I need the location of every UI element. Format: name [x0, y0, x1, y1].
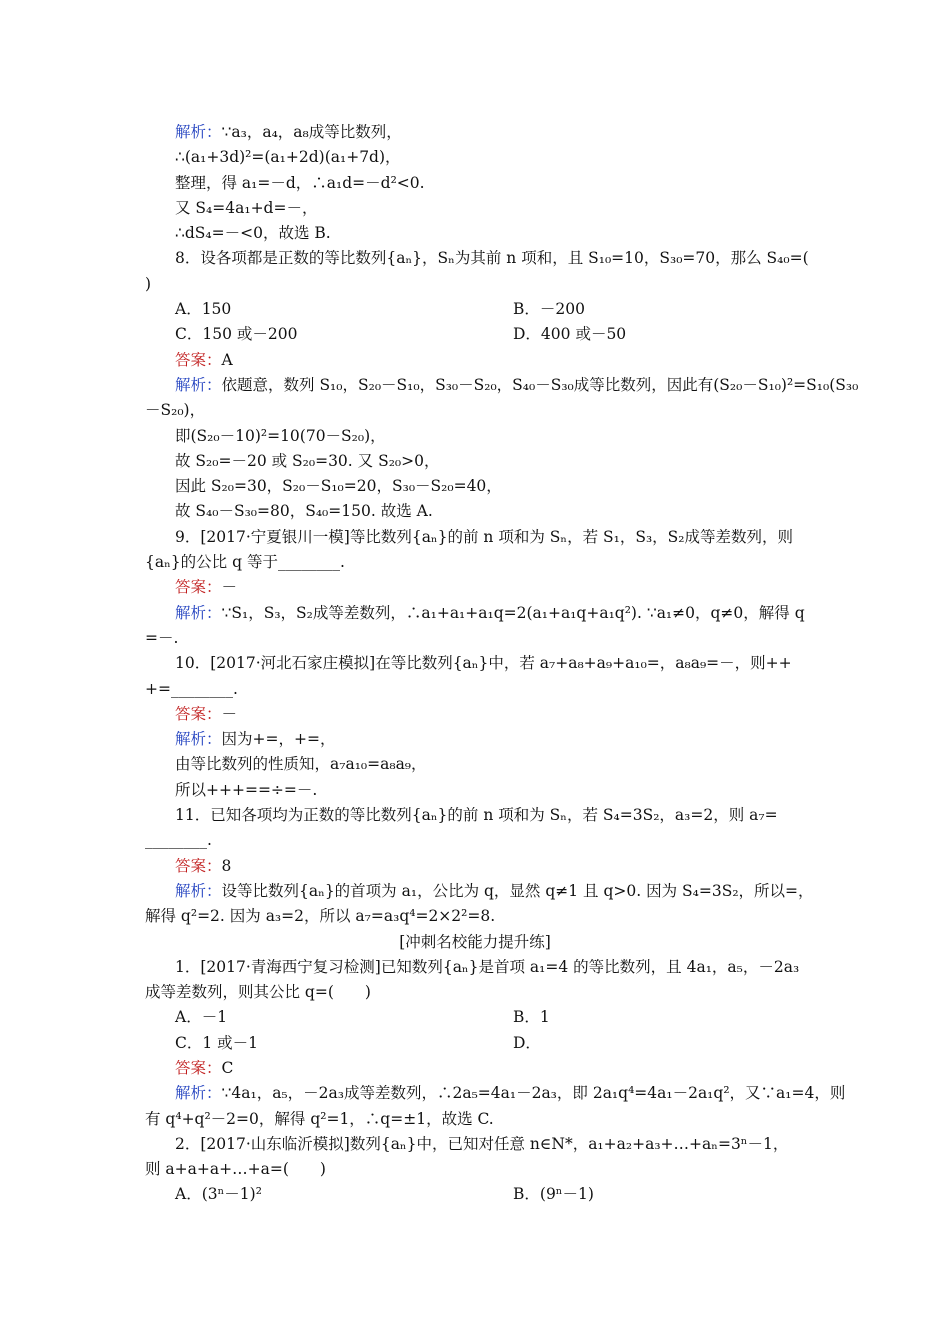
solution-label: 解析： [175, 1084, 222, 1103]
solution-line: －S₂₀)， [145, 401, 206, 420]
answer-label: 答案： [175, 350, 222, 369]
question-11-stem-cont: ________. [145, 831, 212, 850]
solution-line: 又 S₄=4a₁+d=－， [175, 198, 318, 217]
options-row [145, 1182, 805, 1207]
solution-line [145, 373, 859, 398]
option-d: D． [513, 1033, 541, 1052]
question-8-stem: 8．设各项都是正数的等比数列{aₙ}，Sₙ为其前 n 项和，且 S₁₀=10，S₃₀=70，那么 S₄₀=( [175, 249, 809, 268]
solution-label: 解析： [175, 375, 222, 394]
answer-value: － [221, 578, 238, 597]
solution-text: 依题意，数列 S₁₀，S₂₀－S₁₀，S₃₀－S₂₀，S₄₀－S₃₀成等比数列，因此有(S₂₀－S₁₀)²=S₁₀(S₃₀ [221, 375, 859, 394]
solution-line: ∴(a₁+3d)²=(a₁+2d)(a₁+7d)， [175, 148, 401, 167]
solution-label: 解析： [175, 881, 222, 900]
answer-line [145, 348, 805, 373]
option-c: C．1 或－1 [175, 1033, 259, 1052]
section-title: [冲刺名校能力提升练] [399, 932, 551, 951]
solution-line: 所以+++==÷=－. [175, 780, 318, 799]
solution-line: 因此 S₂₀=30，S₂₀－S₁₀=20，S₃₀－S₂₀=40， [175, 477, 502, 496]
question-8-stem-cont: ) [145, 274, 152, 293]
answer-value: A [221, 350, 233, 369]
solution-line: 故 S₂₀=－20 或 S₂₀=30. 又 S₂₀>0， [175, 451, 440, 470]
answer-line [145, 702, 805, 727]
options-row [145, 322, 805, 347]
solution-text: ∵a₃，a₄，a₈成等比数列， [221, 123, 402, 141]
solution-line [145, 120, 805, 145]
solution-text: 设等比数列{aₙ}的首项为 a₁，公比为 q，显然 q≠1 且 q>0. 因为 S₄=3S₂，所以=， [221, 881, 814, 900]
options-row [145, 1031, 805, 1056]
answer-value: C [221, 1058, 234, 1077]
question-11-stem: 11．已知各项均为正数的等比数列{aₙ}的前 n 项和为 Sₙ，若 S₄=3S₂，a₃=2，则 a₇= [175, 806, 778, 825]
question-9-stem-cont: {aₙ}的公比 q 等于________. [145, 553, 345, 572]
solution-line: 由等比数列的性质知，a₇a₁₀=a₈a₉， [175, 755, 427, 774]
answer-label: 答案： [175, 578, 222, 597]
option-d: D．400 或－50 [513, 325, 627, 344]
answer-label: 答案： [175, 1058, 222, 1077]
solution-line [145, 879, 814, 904]
option-a: A．150 [175, 300, 232, 319]
answer-label: 答案： [175, 856, 222, 875]
solution-line: 故 S₄₀－S₃₀=80，S₄₀=150. 故选 A. [175, 502, 433, 521]
option-b: B．－200 [513, 300, 585, 319]
question-9-stem: 9．[2017·宁夏银川一模]等比数列{aₙ}的前 n 项和为 Sₙ，若 S₁，S₃，S₂成等差数列，则 [175, 527, 794, 546]
solution-line: 整理，得 a₁=－d，∴a₁d=－d²<0. [175, 173, 425, 192]
solution-line: 即(S₂₀－10)²=10(70－S₂₀)， [175, 426, 386, 445]
answer-line [145, 1056, 805, 1081]
solution-line: ∴dS₄=－<0，故选 B. [175, 224, 331, 243]
solution-line [145, 1081, 846, 1106]
answer-line [145, 854, 805, 879]
question-10-stem: 10．[2017·河北石家庄模拟]在等比数列{aₙ}中，若 a₇+a₈+a₉+a₁₀=，a₈a₉=－，则++ [175, 654, 792, 673]
solution-line: =－. [145, 628, 179, 647]
question-r1-stem: 1．[2017·青海西宁复习检测]已知数列{aₙ}是首项 a₁=4 的等比数列，且 4a₁，a₅，－2a₃ [175, 957, 800, 976]
document-page [145, 120, 859, 1208]
options-row [145, 297, 805, 322]
question-10-stem-cont: +=________. [145, 679, 238, 698]
option-a: A．－1 [175, 1008, 228, 1027]
question-r2-stem: 2．[2017·山东临沂模拟]数列{aₙ}中，已知对任意 n∈N*，a₁+a₂+a₃+…+aₙ=3ⁿ－1， [175, 1134, 789, 1153]
answer-label: 答案： [175, 704, 222, 723]
solution-label: 解析： [175, 123, 222, 141]
solution-label: 解析： [175, 730, 222, 749]
answer-value: 8 [221, 856, 232, 875]
solution-text: ∵4a₁，a₅，－2a₃成等差数列，∴2a₅=4a₁－2a₃，即 2a₁q⁴=4a₁－2a₁q²，又∵a₁=4，则 [221, 1084, 846, 1103]
question-r2-stem-cont: 则 a+a+a+…+a=( ) [145, 1160, 326, 1179]
option-b: B．(9ⁿ－1) [513, 1185, 594, 1204]
solution-label: 解析： [175, 603, 222, 622]
option-a: A．(3ⁿ－1)² [175, 1185, 262, 1204]
solution-text: 因为+=，+=， [221, 730, 336, 749]
solution-line [145, 601, 805, 626]
solution-line: 有 q⁴+q²－2=0，解得 q²=1，∴q=±1，故选 C. [145, 1109, 494, 1128]
option-b: B．1 [513, 1008, 550, 1027]
options-row [145, 1005, 805, 1030]
solution-text: ∵S₁，S₃，S₂成等差数列，∴a₁+a₁+a₁q=2(a₁+a₁q+a₁q²). ∵a₁≠0，q≠0，解得 q [221, 603, 805, 622]
solution-line [145, 727, 805, 752]
option-c: C．150 或－200 [175, 325, 298, 344]
answer-value: － [221, 704, 238, 723]
solution-line: 解得 q²=2. 因为 a₃=2，所以 a₇=a₃q⁴=2×2²=8. [145, 907, 496, 926]
answer-line [145, 575, 805, 600]
question-r1-stem-cont: 成等差数列，则其公比 q=( ) [145, 983, 371, 1002]
